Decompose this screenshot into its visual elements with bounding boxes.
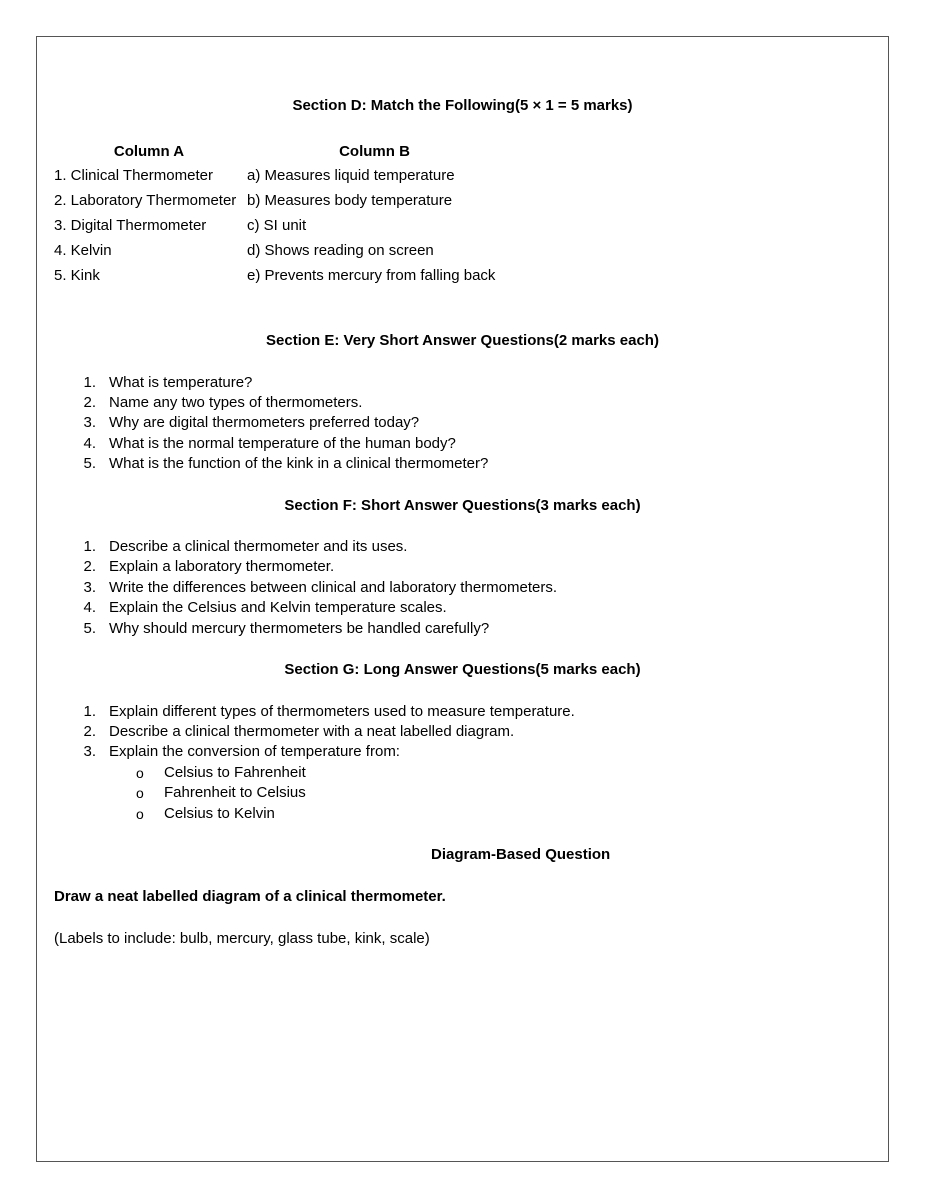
question-text: Describe a clinical thermometer with a neat labelled diagram.	[109, 723, 515, 740]
match-row-a: 3. Digital Thermometer	[54, 217, 207, 234]
bullet-marker: o	[136, 785, 144, 801]
question-number: 1.	[83, 538, 96, 555]
section-d-heading: Section D: Match the Following(5 × 1 = 5 marks)	[292, 97, 633, 114]
question-text: Explain the conversion of temperature from:	[109, 743, 400, 760]
question-number: 4.	[83, 599, 96, 616]
bullet-marker: o	[136, 765, 144, 781]
question-number: 5.	[83, 620, 96, 637]
question-text: Explain a laboratory thermometer.	[109, 558, 335, 575]
match-row-b: e) Prevents mercury from falling back	[247, 267, 496, 284]
section-e-heading: Section E: Very Short Answer Questions(2 marks each)	[266, 332, 659, 349]
match-row-b: a) Measures liquid temperature	[247, 167, 455, 184]
question-number: 5.	[83, 455, 96, 472]
question-text: Why are digital thermometers preferred today?	[109, 414, 420, 431]
match-row-a: 5. Kink	[54, 267, 100, 284]
question-number: 1.	[83, 374, 96, 391]
bullet-marker: o	[136, 806, 144, 822]
question-text: Write the differences between clinical and laboratory thermometers.	[109, 579, 558, 596]
match-row-b: d) Shows reading on screen	[247, 242, 434, 259]
conversion-subitem: Celsius to Kelvin	[164, 805, 275, 822]
conversion-subitem: Celsius to Fahrenheit	[164, 764, 306, 781]
question-text: Name any two types of thermometers.	[109, 394, 363, 411]
question-text: What is temperature?	[109, 374, 253, 391]
question-number: 2.	[83, 723, 96, 740]
question-number: 3.	[83, 414, 96, 431]
question-number: 2.	[83, 394, 96, 411]
diagram-instruction: Draw a neat labelled diagram of a clinical thermometer.	[54, 888, 446, 905]
question-text: What is the function of the kink in a clinical thermometer?	[109, 455, 489, 472]
question-number: 1.	[83, 703, 96, 720]
match-row-b: b) Measures body temperature	[247, 192, 453, 209]
question-text: Explain the Celsius and Kelvin temperature scales.	[109, 599, 447, 616]
diagram-labels-note: (Labels to include: bulb, mercury, glass tube, kink, scale)	[54, 930, 430, 947]
match-row-a: 1. Clinical Thermometer	[54, 167, 213, 184]
conversion-subitem: Fahrenheit to Celsius	[164, 784, 306, 801]
match-row-b: c) SI unit	[247, 217, 307, 234]
column-a-header: Column A	[113, 143, 185, 160]
question-number: 4.	[83, 435, 96, 452]
match-row-a: 4. Kelvin	[54, 242, 112, 259]
diagram-heading: Diagram-Based Question	[431, 846, 611, 863]
question-text: Why should mercury thermometers be handled carefully?	[109, 620, 490, 637]
question-number: 3.	[83, 579, 96, 596]
question-number: 3.	[83, 743, 96, 760]
column-b-header: Column B	[339, 143, 410, 160]
question-text: What is the normal temperature of the human body?	[109, 435, 456, 452]
match-row-a: 2. Laboratory Thermometer	[54, 192, 237, 209]
question-number: 2.	[83, 558, 96, 575]
section-f-heading: Section F: Short Answer Questions(3 marks each)	[284, 497, 641, 514]
section-g-heading: Section G: Long Answer Questions(5 marks each)	[284, 661, 641, 678]
question-text: Describe a clinical thermometer and its uses.	[109, 538, 408, 555]
question-text: Explain different types of thermometers used to measure temperature.	[109, 703, 575, 720]
